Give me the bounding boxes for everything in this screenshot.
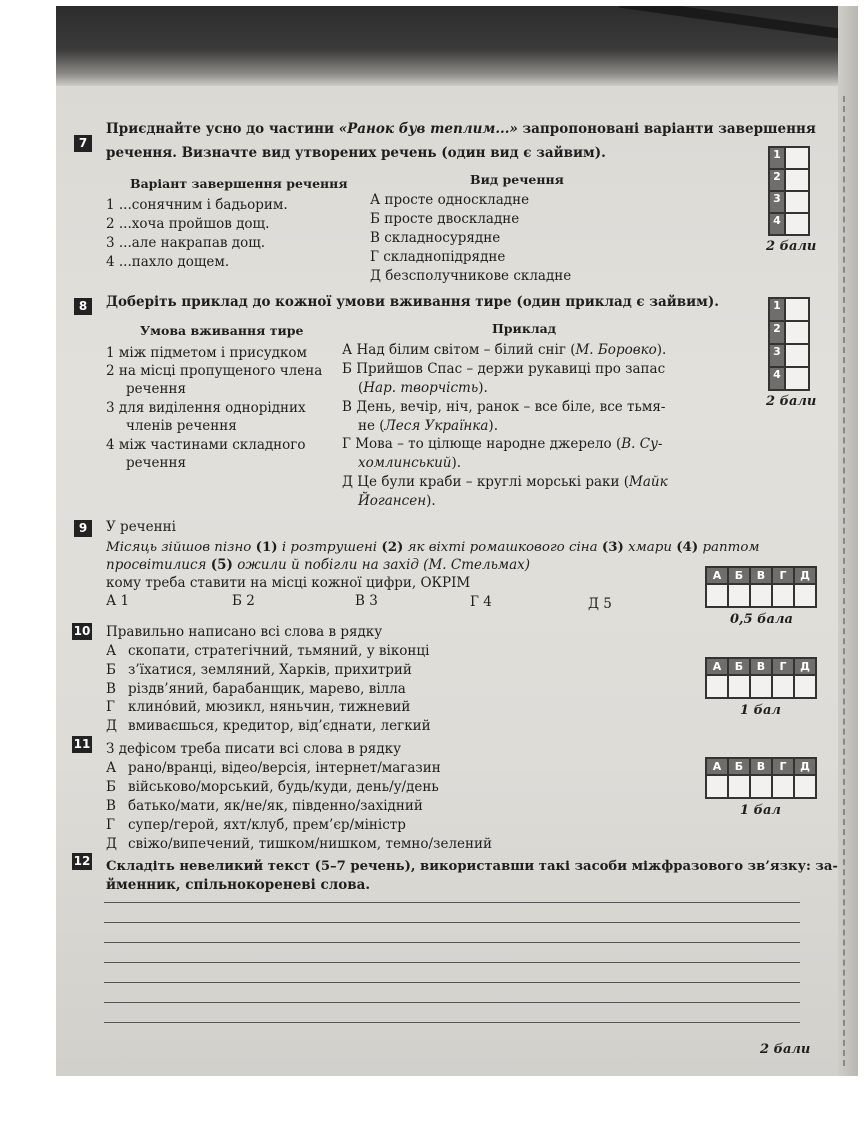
q8-instruction: Доберіть приклад до кожної умови вживання тире (один приклад є зайвим).: [106, 294, 719, 310]
q7-right-item: Д безсполучникове складне: [370, 268, 572, 284]
q9-answer-cell[interactable]: [794, 584, 816, 607]
q9-option: А 1: [106, 593, 130, 609]
q10-answer-cell[interactable]: [794, 675, 816, 698]
q8-example-g-line2: хомлинський).: [358, 455, 462, 471]
q10-grid-header: Д: [794, 658, 816, 675]
q7-left-item: 2 ...хоча пройшов дощ.: [106, 216, 270, 232]
q8-grid-row-label: 3: [769, 344, 785, 367]
q9-sentence-line1: Місяць зійшов пізно (1) і розтрушені (2) як віхті ромашкового сіна (3) хмари (4) раптом: [106, 539, 760, 555]
q9-answer-cell[interactable]: [706, 584, 728, 607]
q8-right-header: Приклад: [492, 321, 557, 336]
q7-right-item: В складносурядне: [370, 230, 501, 246]
answer-line[interactable]: [104, 962, 800, 963]
q8-condition-line: 3 для виділення однорідних: [106, 400, 306, 416]
q8-condition-line: 2 на місці пропущеного члена: [106, 363, 323, 379]
q12-score: 2 бали: [760, 1042, 811, 1057]
q8-answer-cell[interactable]: [785, 344, 809, 367]
q11-option-row: Б військово/морський, будь/куди, день/у/день: [106, 779, 439, 795]
q10-score: 1 бал: [740, 703, 781, 718]
q8-example-v-line1: В День, вечір, ніч, ранок – все біле, все тьмя-: [342, 399, 666, 415]
q9-answer-cell[interactable]: [772, 584, 794, 607]
q10-grid-header: Б: [728, 658, 750, 675]
q8-example-d-line1: Д Це були краби – круглі морські раки (Майк: [342, 474, 668, 490]
q9-grid-header: Б: [728, 567, 750, 584]
q7-grid-row-label: 1: [769, 147, 785, 169]
question-11-number: 11: [73, 737, 91, 751]
q8-condition-line: членів речення: [126, 418, 237, 434]
q8-condition-line: 1 між підметом і присудком: [106, 345, 308, 361]
q7-right-item: А просте односкладне: [370, 192, 530, 208]
q8-answer-cell[interactable]: [785, 298, 809, 321]
answer-line[interactable]: [104, 922, 800, 923]
q11-answer-cell[interactable]: [750, 775, 772, 798]
q9-line4: кому треба ставити на місці кожної цифри, ОКРІМ: [106, 575, 471, 591]
q9-answer-cell[interactable]: [750, 584, 772, 607]
q8-grid-row-label: 1: [769, 298, 785, 321]
q8-left-header: Умова вживання тире: [140, 323, 304, 338]
q11-score: 1 бал: [740, 803, 781, 818]
q7-instruction-line1: Приєднайте усно до частини «Ранок був теплим...» запропоновані варіанти завершення: [106, 121, 816, 137]
q9-grid-header: Д: [794, 567, 816, 584]
q9-sentence-line2: просвітилися (5) ожили й побігли на захід (М. Стельмах): [106, 557, 531, 573]
q9-option: В 3: [355, 593, 378, 609]
q7-right-item: Г складнопідрядне: [370, 249, 506, 265]
q8-example-d-line2: Йогансен).: [358, 493, 436, 509]
q7-left-header: Варіант завершення речення: [130, 176, 348, 191]
q11-grid-header: В: [750, 758, 772, 775]
q8-grid-row-label: 2: [769, 321, 785, 344]
q9-answer-grid: [705, 566, 817, 608]
q7-instruction-line2: речення. Визначте вид утворених речень (один вид є зайвим).: [106, 145, 606, 161]
q10-option-row: А скопати, стратегічний, тьмяний, у віконці: [106, 643, 430, 659]
q8-example-v-line2: не (Леся Українка).: [358, 418, 498, 434]
q10-option-row: Д вмиваєшься, кредитор, від’єднати, легкий: [106, 718, 431, 734]
q7-answer-cell[interactable]: [785, 213, 809, 235]
q8-example-g-line1: Г Мова – то цілюще народне джерело (В. Су-: [342, 436, 663, 452]
q11-answer-cell[interactable]: [728, 775, 750, 798]
q11-answer-grid: [705, 757, 817, 799]
q10-instruction: Правильно написано всі слова в рядку: [106, 624, 383, 640]
q11-grid-header: А: [706, 758, 728, 775]
q9-score: 0,5 бала: [730, 612, 793, 627]
q11-answer-cell[interactable]: [772, 775, 794, 798]
q11-grid-header: Г: [772, 758, 794, 775]
q8-answer-cell[interactable]: [785, 321, 809, 344]
q7-answer-cell[interactable]: [785, 191, 809, 213]
q9-option: Г 4: [470, 594, 492, 610]
q8-example-b-line2: (Нар. творчість).: [358, 380, 488, 396]
q8-answer-cell[interactable]: [785, 367, 809, 390]
q7-grid-row-label: 3: [769, 191, 785, 213]
q7-score: 2 бали: [766, 239, 817, 254]
q7-right-item: Б просте двоскладне: [370, 211, 520, 227]
q9-answer-cell[interactable]: [728, 584, 750, 607]
q8-score: 2 бали: [766, 394, 817, 409]
q7-grid-row-label: 2: [769, 169, 785, 191]
q9-grid-header: В: [750, 567, 772, 584]
q11-answer-cell[interactable]: [706, 775, 728, 798]
q7-answer-cell[interactable]: [785, 147, 809, 169]
question-9-number: 9: [74, 520, 92, 537]
q7-grid-row-label: 4: [769, 213, 785, 235]
q9-grid-header: А: [706, 567, 728, 584]
q8-condition-line: речення: [126, 455, 187, 471]
q10-answer-cell[interactable]: [706, 675, 728, 698]
question-8-number: 8: [74, 298, 92, 315]
q9-option: Б 2: [232, 593, 255, 609]
q7-answer-cell[interactable]: [785, 169, 809, 191]
q10-option-row: Б з’їхатися, земляний, Харків, прихитрий: [106, 662, 412, 678]
q8-example-a: А Над білим світом – білий сніг (М. Боровко).: [342, 342, 667, 358]
q10-grid-header: В: [750, 658, 772, 675]
q11-option-row: В батько/мати, як/не/як, південно/західний: [106, 798, 423, 814]
q11-answer-cell[interactable]: [794, 775, 816, 798]
answer-line[interactable]: [104, 1022, 800, 1023]
q8-answer-grid: [768, 297, 810, 391]
q11-option-row: Д свіжо/випечений, тишком/нишком, темно/зелений: [106, 836, 493, 852]
q11-option-row: Г супер/герой, яхт/клуб, прем’єр/міністр: [106, 817, 406, 833]
q10-answer-cell[interactable]: [728, 675, 750, 698]
question-10-number: 10: [73, 624, 91, 638]
q10-grid-header: Г: [772, 658, 794, 675]
q10-option-row: Г клино́вий, мюзикл, няньчин, тижневий: [106, 699, 411, 715]
q8-condition-line: речення: [126, 381, 187, 397]
q10-grid-header: А: [706, 658, 728, 675]
q11-grid-header: Б: [728, 758, 750, 775]
q10-option-row: В різдв’яний, барабанщик, марево, вілла: [106, 681, 406, 697]
q7-left-item: 4 ...пахло дощем.: [106, 254, 230, 270]
q11-instruction: З дефісом треба писати всі слова в рядку: [106, 741, 402, 757]
q10-answer-cell[interactable]: [750, 675, 772, 698]
q8-condition-line: 4 між частинами складного: [106, 437, 306, 453]
answer-line[interactable]: [104, 1002, 800, 1003]
question-7-number: 7: [74, 135, 92, 152]
q10-answer-grid: [705, 657, 817, 699]
q12-instruction-line1: Складіть невеликий текст (5–7 речень), використавши такі засоби міжфразового зв’язку: за-: [106, 859, 838, 874]
q9-line1: У реченні: [106, 519, 176, 535]
q7-left-item: 3 ...але накрапав дощ.: [106, 235, 266, 251]
q7-answer-grid: [768, 146, 810, 236]
q7-left-item: 1 ...сонячним і бадьорим.: [106, 197, 288, 213]
q9-grid-header: Г: [772, 567, 794, 584]
q11-grid-header: Д: [794, 758, 816, 775]
q8-example-b-line1: Б Прийшов Спас – держи рукавиці про запас: [342, 361, 666, 377]
question-12-number: 12: [73, 854, 91, 868]
q10-answer-cell[interactable]: [772, 675, 794, 698]
answer-line[interactable]: [104, 982, 800, 983]
answer-line[interactable]: [104, 942, 800, 943]
answer-line[interactable]: [104, 902, 800, 903]
q11-option-row: А рано/вранці, відео/версія, інтернет/магазин: [106, 760, 441, 776]
q8-grid-row-label: 4: [769, 367, 785, 390]
q7-right-header: Вид речення: [470, 172, 564, 187]
q9-option: Д 5: [588, 596, 612, 612]
q12-instruction-line2: йменник, спільнокореневі слова.: [106, 877, 371, 893]
